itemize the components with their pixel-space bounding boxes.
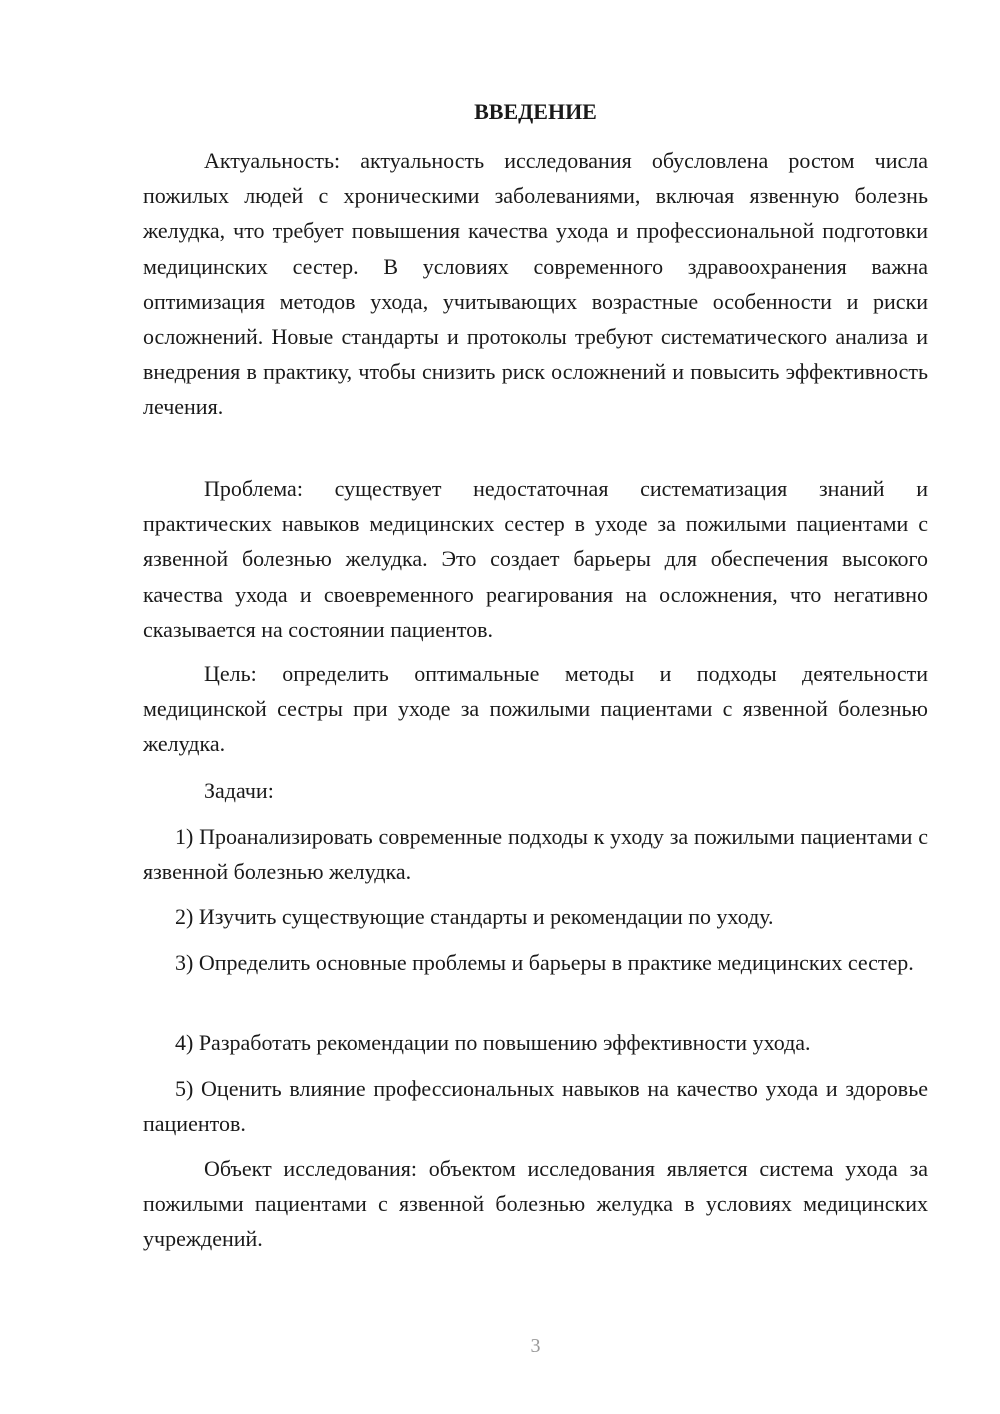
page-number: 3 — [530, 1335, 541, 1357]
task-item-4: 4) Разработать рекомендации по повышению эффективности ухода. — [175, 1030, 811, 1055]
task-item-1: 1) Проанализировать современные подходы к уходу за пожилыми пациентами с язвенной болезнью желудка. — [143, 824, 928, 885]
object-paragraph: Объект исследования: объектом исследования является система ухода за пожилыми пациентами с язвенной болезнью желудка в условиях медицинских учреждений. — [143, 1156, 928, 1252]
task-item-5: 5) Оценить влияние профессиональных навыков на качество ухода и здоровье пациентов. — [143, 1076, 928, 1137]
tasks-heading: Задачи: — [204, 778, 274, 803]
task-item-3: 3) Определить основные проблемы и барьеры в практике медицинских сестер. — [175, 950, 914, 975]
problem-paragraph: Проблема: существует недостаточная систематизация знаний и практических навыков медицинских сестер в уходе за пожилыми пациентами с язвенной болезнью желудка. Это создает барьеры для обеспечения высокого качества ухода и своевременного реагирования на осложнения, что негативно сказывается на состоянии пациентов. — [143, 476, 928, 642]
task-item-2: 2) Изучить существующие стандарты и рекомендации по уходу. — [175, 904, 774, 929]
section-title: ВВЕДЕНИЕ — [474, 99, 597, 124]
relevance-paragraph: Актуальность: актуальность исследования обусловлена ростом числа пожилых людей с хроническими заболеваниями, включая язвенную болезнь желудка, что требует повышения качества ухода и профессиональной подготовки медицинских сестер. В условиях современного здравоохранения важна оптимизация методов ухода, учитывающих возрастные особенности и риски осложнений. Новые стандарты и протоколы требуют систематического анализа и внедрения в практику, чтобы снизить риск осложнений и повысить эффективность лечения. — [143, 148, 928, 420]
goal-paragraph: Цель: определить оптимальные методы и подходы деятельности медицинской сестры при уходе за пожилыми пациентами с язвенной болезнью желудка. — [143, 661, 928, 757]
